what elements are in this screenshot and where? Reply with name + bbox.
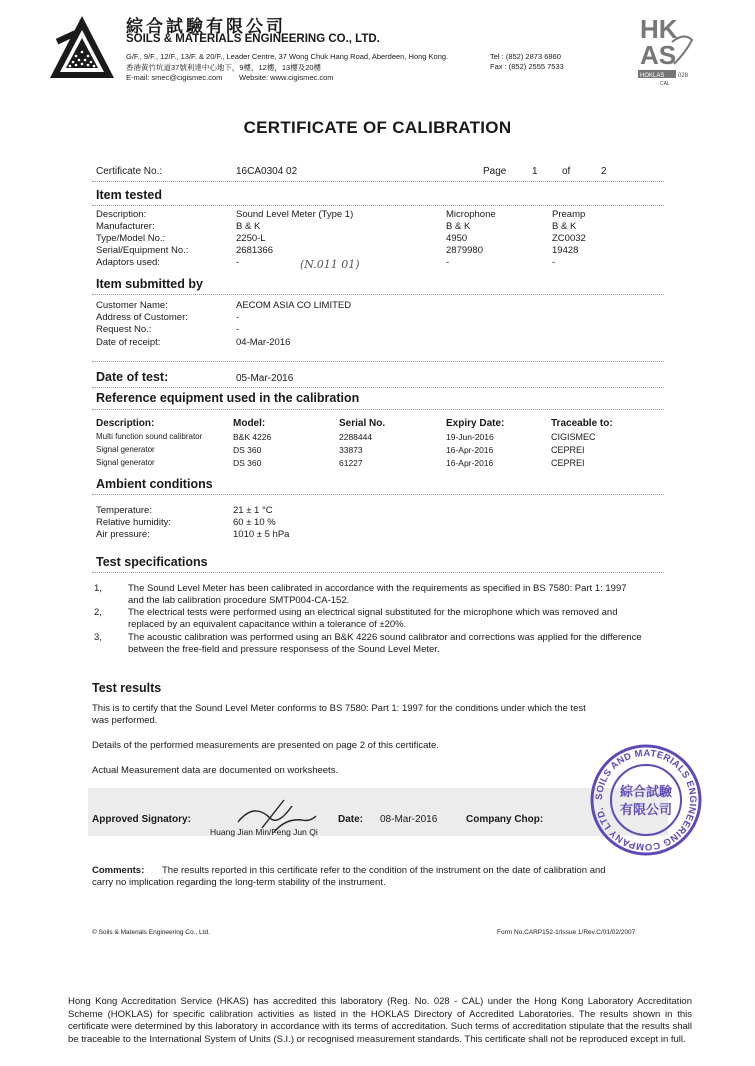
spec-text: The acoustic calibration was performed using an B&K 4226 sound calibrator and corrections was applied for the difference [128,632,642,643]
hoklas-sub: CAL [660,81,670,87]
cell-model: B&K 4226 [233,432,272,442]
hoklas-label: HOKLAS [640,73,665,79]
column-header: Expiry Date: [446,418,505,429]
cell-expiry: 16-Apr-2016 [446,445,494,455]
row-label: Serial/Equipment No.: [96,245,189,256]
column-header: Traceable to: [551,418,613,429]
certificate-title: CERTIFICATE OF CALIBRATION [243,118,512,137]
stamp-chinese-line2: 有限公司 [619,803,673,818]
spec-number: 2, [94,607,102,618]
spec-number: 3, [94,632,102,643]
svg-text:SOILS AND MATERIALS ENGINEERIN [594,748,698,852]
divider [92,409,664,410]
cell-traceable: CIGISMEC [551,432,596,442]
results-paragraph-line2: was performed. [92,715,158,726]
row-value: Sound Level Meter (Type 1) [236,209,354,220]
results-details-text: Details of the performed measurements are presented on page 2 of this certificate. [92,740,439,751]
row-label: Adaptors used: [96,257,160,268]
row-label: Type/Model No.: [96,233,166,244]
row-preamp: ZC0032 [552,233,586,244]
company-name-chinese: 綜合試驗有限公司 [126,17,286,36]
of-value: 2 [601,166,607,177]
row-label: Manufacturer: [96,221,155,232]
column-header: Description: [96,418,155,429]
divider [92,572,664,573]
row-microphone: Microphone [446,209,496,220]
spec-number: 1, [94,583,102,594]
spec-text: The Sound Level Meter has been calibrated in accordance with the requirements as specified in BS 7580: Part 1: 1997 [128,583,627,594]
cell-model: DS 360 [233,445,262,455]
hoklas-number: 028 [678,73,689,79]
cell-description: Signal generator [96,445,155,454]
row-value: B & K [236,221,261,232]
date-label: Date: [338,814,364,825]
approved-signatory-label: Approved Signatory: [92,814,191,825]
item-submitted-heading: Item submitted by [96,277,203,291]
test-results-heading: Test results [92,681,162,695]
test-specifications-heading: Test specifications [96,555,208,569]
temperature-value: 21 ± 1 °C [233,505,273,516]
results-worksheets-text: Actual Measurement data are documented on worksheets. [92,765,339,776]
row-microphone: - [446,257,450,268]
row-value: - [236,257,240,268]
stamp-chinese-line1: 綜合試驗 [619,785,673,800]
customer-name-label: Customer Name: [96,300,168,311]
row-preamp: 19428 [552,245,579,256]
air-pressure-value: 1010 ± 5 hPa [233,529,290,540]
page-label: Page [483,166,507,177]
row-microphone: B & K [446,221,471,232]
cell-serial: 61227 [339,458,363,468]
cell-expiry: 16-Apr-2016 [446,458,494,468]
cell-serial: 33873 [339,445,363,455]
stamp-ring-text: SOILS AND MATERIALS ENGINEERING COMPANY LTD. [593,747,699,853]
company-chop-label: Company Chop: [466,814,544,825]
divider [92,181,664,182]
comments-line1: The results reported in this certificate refer to the condition of the instrument on the date of calibration and [162,865,606,876]
address-label: Address of Customer: [96,312,188,323]
row-microphone: 2879980 [446,245,483,256]
customer-name-value: AECOM ASIA CO LIMITED [236,300,352,311]
company-chop-stamp [590,744,702,856]
humidity-label: Relative humidity: [96,517,171,528]
spec-text: The electrical tests were performed using an electrical signal substituted for the microphone which was removed and [128,607,618,618]
cell-model: DS 360 [233,458,262,468]
row-value: 2681366 [236,245,273,256]
results-paragraph-line1: This is to certify that the Sound Level Meter conforms to BS 7580: Part 1: 1997 for the conditions under which the test [92,703,586,714]
handwritten-note: (N.011 01) [300,258,360,271]
divider [92,387,664,388]
email-website: E-mail: smec@cigismec.com Website: www.cigismec.com [126,73,334,82]
hkas-letters-bottom: AS [640,40,677,70]
date-of-receipt-value: 04-Mar-2016 [236,337,291,348]
certificate-no-value: 16CA0304 02 [236,166,298,177]
divider [92,494,664,495]
temperature-label: Temperature: [96,505,152,516]
divider [92,205,664,206]
column-header: Model: [233,418,266,429]
item-tested-heading: Item tested [96,188,162,202]
hkas-accreditation-logo [612,12,698,90]
form-number: Form No.CARP152-1/Issue 1/Rev.C/01/02/2007 [497,929,636,936]
divider [92,294,664,295]
date-of-receipt-label: Date of receipt: [96,337,161,348]
company-name-english: SOILS & MATERIALS ENGINEERING CO., LTD. [126,33,380,45]
row-preamp: Preamp [552,209,586,220]
certificate-no-label: Certificate No.: [96,166,163,177]
date-of-test-value: 05-Mar-2016 [236,373,294,384]
cell-description: Multi function sound calibrator [96,432,203,441]
hkas-letters-top: HK [640,14,678,44]
reference-equipment-heading: Reference equipment used in the calibration [96,391,360,405]
row-preamp: B & K [552,221,577,232]
divider [92,361,664,362]
hkas-statement: Hong Kong Accreditation Service (HKAS) has accredited this laboratory (Reg. No. 028 - CAL) under the Hong Kong Laboratory Accreditation Scheme (HOKLAS) for specific calibration activities as listed in the HOKLAS Directory of Accredited Laboratories. The results shown in this certificate were determined by this laboratory in accordance with its terms of accreditation. Such terms of accreditation stipulate that the results shall be traceable to the International System of Units (S.I.) or recognised measurement standards. This certificate shall not be reproduced except in full. [68,996,692,1045]
row-preamp: - [552,257,556,268]
spec-text: replaced by an equivalent capacitance within a tolerance of ±20%. [128,619,407,630]
request-no-label: Request No.: [96,324,152,335]
address-value: - [236,312,240,323]
request-no-value: - [236,324,240,335]
copyright-text: © Soils & Materials Engineering Co., Ltd. [92,929,210,936]
spec-text: and the lab calibration procedure SMTP004-CA-152. [128,595,350,606]
row-value: 2250-L [236,233,266,244]
page-value: 1 [532,166,538,177]
spec-text: between the free-field and pressure responsess of the Sound Level Meter. [128,644,440,655]
comments-line2: carry no implication regarding the long-term stability of the instrument. [92,877,386,888]
comments-label: Comments: [92,865,145,876]
fax: Fax : (852) 2555 7533 [490,62,564,71]
cell-serial: 2288444 [339,432,373,442]
cell-traceable: CEPREI [551,458,585,468]
row-microphone: 4950 [446,233,468,244]
of-label: of [562,166,571,177]
humidity-value: 60 ± 10 % [233,517,276,528]
address-english: G/F., 9/F., 12/F., 13/F. & 20/F., Leader Centre, 37 Wong Chuk Hang Road, Aberdeen, Hong Kong. [126,52,449,61]
company-logo [48,12,116,82]
row-label: Description: [96,209,147,220]
signatory-name: Huang Jian Min/Feng Jun Qi [210,827,318,837]
cell-description: Signal generator [96,458,155,467]
date-value: 08-Mar-2016 [380,814,438,825]
air-pressure-label: Air pressure: [96,529,150,540]
column-header: Serial No. [339,418,386,429]
cell-traceable: CEPREI [551,445,585,455]
ambient-conditions-heading: Ambient conditions [96,477,213,491]
address-chinese: 香港黃竹坑道37號利達中心地下，9樓，12樓，13樓及20樓 [126,63,322,72]
date-of-test-label: Date of test: [96,370,169,384]
signature-band [88,788,668,836]
telephone: Tel : (852) 2873 6860 [490,52,561,61]
cell-expiry: 19-Jun-2016 [446,432,494,442]
